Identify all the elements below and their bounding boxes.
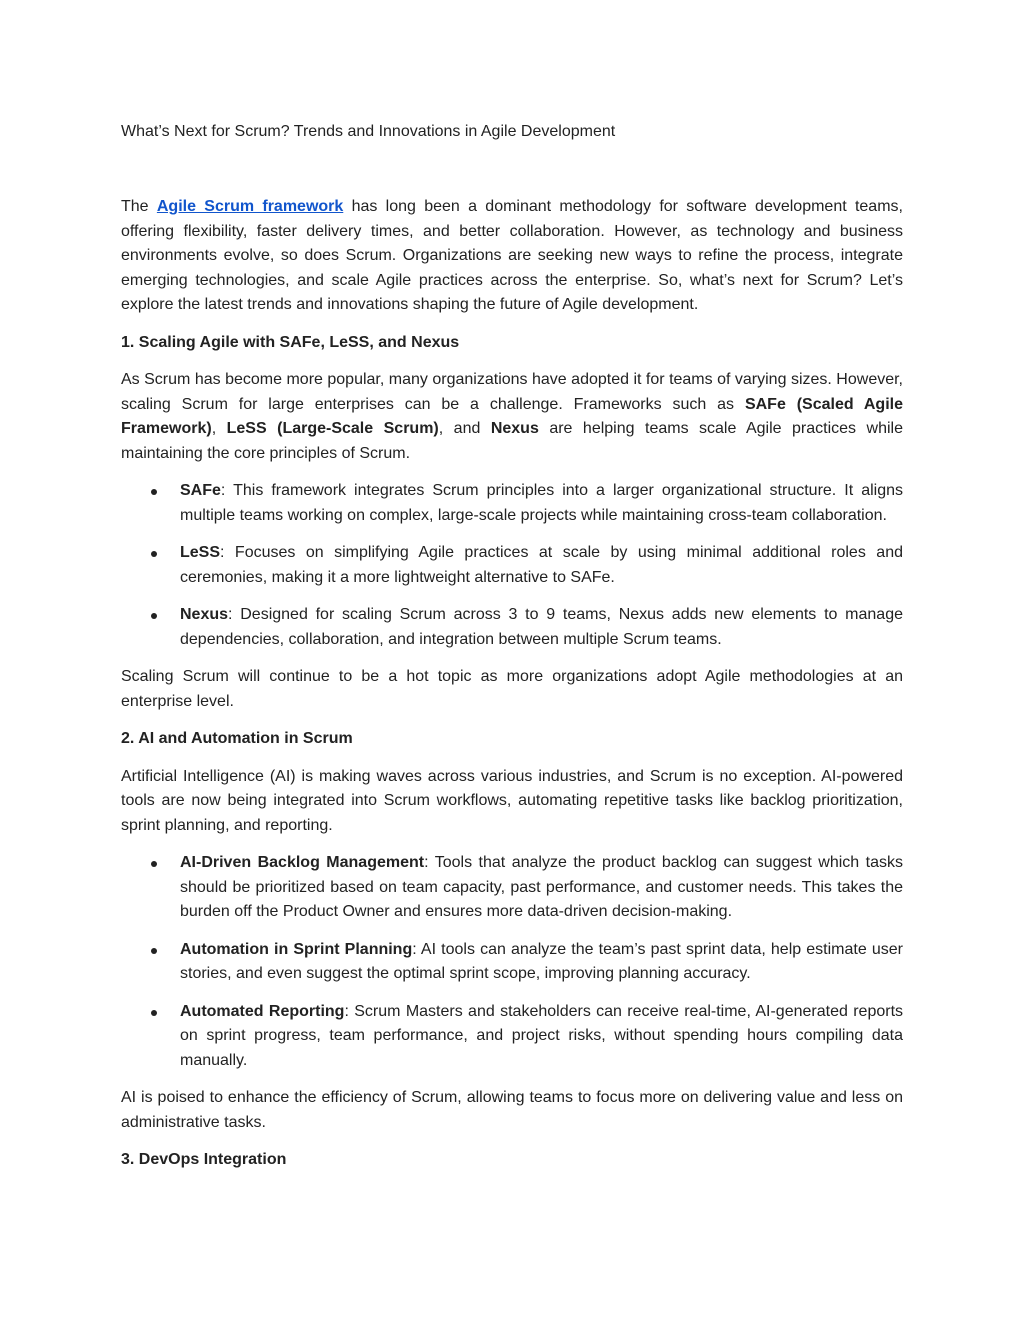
bullet-icon [151,613,157,619]
list-item [121,938,903,987]
list-item-text: : AI tools can analyze the team’s past sprint data, help estimate user stories, and even suggest the optimal sprint scope, improving planning accuracy. [180,940,903,982]
list-item [121,1000,903,1074]
section-2-heading: 2. AI and Automation in Scrum [121,730,353,747]
section-1-heading: 1. Scaling Agile with SAFe, LeSS, and Nexus [121,333,460,351]
section-3-heading: 3. DevOps Integration [121,1151,287,1168]
section-1-paragraph [121,368,903,466]
section-1-closing: Scaling Scrum will continue to be a hot topic as more organizations adopt Agile methodologies at an enterprise level. [121,668,903,710]
intro-paragraph [121,195,903,318]
list-item-term: AI-Driven Backlog Management [180,854,425,871]
list-item-term: Nexus [180,606,229,623]
list-item-term: Automated Reporting [180,1002,345,1020]
list-item [121,479,903,528]
list-item-term: SAFe [180,482,221,499]
less-term: LeSS (Large-Scale Scrum) [226,420,439,437]
section-2-bullet-list [121,851,903,1073]
bullet-icon [151,1010,157,1016]
section-2-closing: AI is poised to enhance the efficiency of Scrum, allowing teams to focus more on delivering value and less on administrative tasks. [121,1089,903,1131]
list-item-text: : Tools that analyze the product backlog can suggest which tasks should be prioritized based on team capacity, past performance, and customer needs. This takes the burden off the Product Owner and ensures more data-driven decision-making. [180,854,903,920]
bullet-icon [151,489,157,495]
nexus-term: Nexus [490,420,539,437]
list-item-text: : Focuses on simplifying Agile practices at scale by using minimal additional roles and ceremonies, making it a more lightweight alternative to SAFe. [180,544,903,586]
bullet-icon [151,861,157,867]
bullet-icon [151,551,157,557]
bullet-icon [151,948,157,954]
list-item [121,603,903,652]
list-item-term: Automation in Sprint Planning [180,940,413,958]
safe-term: SAFe (Scaled Agile Framework) [121,395,903,437]
section-1-text: As Scrum has become more popular, many organizations have adopted it for teams of varying sizes. However, scaling Scrum for large enterprises can be a challenge. Frameworks such as [121,371,903,413]
section-1-text: , [211,420,217,437]
section-1-text: are helping teams scale Agile practices while maintaining the core principles of Scrum. [121,420,903,462]
section-2-paragraph: Artificial Intelligence (AI) is making waves across various industries, and Scrum is no exception. AI-powered tools are now being integrated into Scrum workflows, automating repetitive tasks like backlog prioritization, sprint planning, and reporting. [121,767,903,834]
list-item-text: : This framework integrates Scrum principles into a larger organizational structure. It aligns multiple teams working on complex, large-scale projects while maintaining cross-team collaboration. [180,482,903,524]
list-item [121,851,903,925]
list-item-text: : Scrum Masters and stakeholders can receive real-time, AI-generated reports on sprint progress, team performance, and project risks, without spending hours compiling data manually. [180,1002,904,1069]
document-page [121,120,903,1173]
section-1-text: , and [438,420,481,437]
intro-text-start: The [121,198,149,215]
section-1-bullet-list [121,479,903,652]
list-item-text: : Designed for scaling Scrum across 3 to 9 teams, Nexus adds new elements to manage dependencies, collaboration, and integration between multiple Scrum teams. [180,606,903,648]
list-item [121,541,903,590]
document-title: What’s Next for Scrum? Trends and Innovations in Agile Development [121,123,616,140]
intro-text-rest: has long been a dominant methodology for software development teams, offering flexibility, faster delivery times, and better collaboration. However, as technology and business environments evolve, so does Scrum. Organizations are seeking new ways to refine the process, integrate emerging technologies, and scale Agile practices across the enterprise. So, what’s next for Scrum? Let’s explore the latest trends and innovations shaping the future of Agile development. [121,198,903,313]
list-item-term: LeSS [180,544,221,561]
agile-scrum-framework-link[interactable]: Agile Scrum framework [156,198,344,215]
